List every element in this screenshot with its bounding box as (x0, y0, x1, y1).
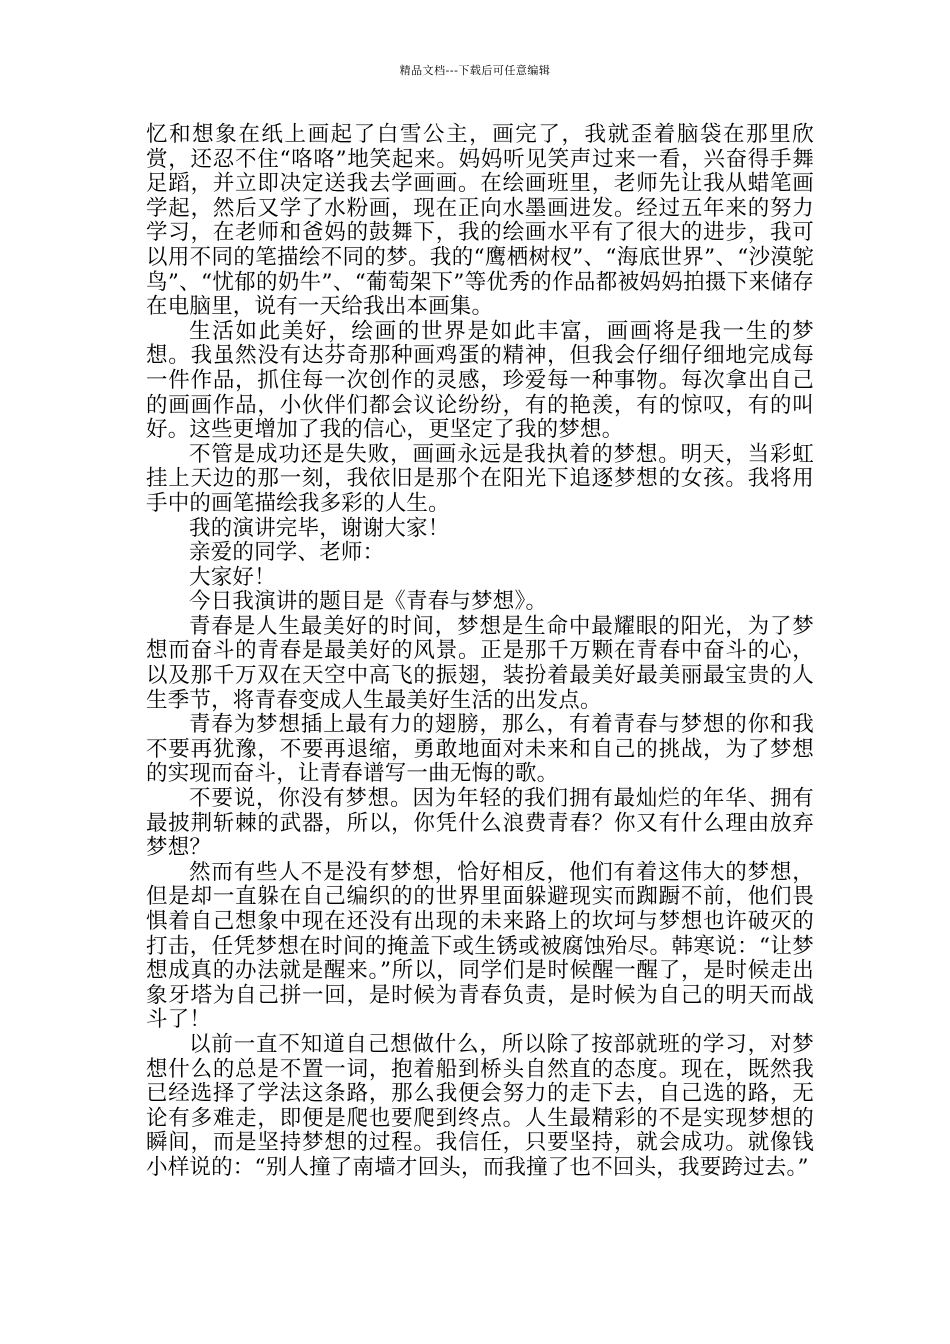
paragraph: 大家好！ (189, 564, 276, 590)
paragraph: 亲爱的同学、老师： (189, 540, 385, 566)
paragraph: 青春为梦想插上最有力的翅膀，那么，有着青春与梦想的你和我不要再犹豫，不要再退缩，勇敢地面对未来和自己的挑战，为了梦想的实现而奋斗，让青春谱写一曲无悔的歌。 (146, 712, 814, 787)
paragraph: 以前一直不知道自己想做什么，所以除了按部就班的学习，对梦想什么的总是不置一词，抱着船到桥头自然直的态度。现在，既然我已经选择了学法这条路，那么我便会努力的走下去，自己选的路，无论有多难走，即便是爬也要爬到终点。人生最精彩的不是实现梦想的瞬间，而是坚持梦想的过程。我信任，只要坚持，就会成功。就像钱小样说的：“别人撞了南墙才回头，而我撞了也不回头，我要跨过去。” (146, 1031, 814, 1180)
document-body (146, 123, 814, 1181)
paragraph: 不管是成功还是失败，画画永远是我执着的梦想。明天，当彩虹挂上天边的那一刻，我依旧是那个在阳光下追逐梦想的女孩。我将用手中的画笔描绘我多彩的人生。 (146, 441, 814, 516)
paragraph: 青春是人生最美好的时间，梦想是生命中最耀眼的阳光，为了梦想而奋斗的青春是最美好的风景。正是那千万颗在青春中奋斗的心，以及那千万双在天空中高飞的振翅，装扮着最美好最美丽最宝贵的人生季节，将青春变成人生最美好生活的出发点。 (146, 613, 814, 713)
paragraph: 然而有些人不是没有梦想，恰好相反，他们有着这伟大的梦想，但是却一直躲在自己编织的的世界里面躲避现实而踟蹰不前，他们畏惧着自己想象中现在还没有出现的未来路上的坎坷与梦想也许破灭的打击，任凭梦想在时间的掩盖下或生锈或被腐蚀殆尽。韩寒说：“让梦想成真的办法就是醒来。”所以，同学们是时候醒一醒了，是时候走出象牙塔为自己拼一回，是时候为青春负责，是时候为自己的明天而战斗了！ (146, 859, 814, 1033)
paragraph: 我的演讲完毕，谢谢大家！ (189, 515, 450, 541)
paragraph: 生活如此美好，绘画的世界是如此丰富，画画将是我一生的梦想。我虽然没有达芬奇那种画鸡蛋的精神，但我会仔细仔细地完成每一件作品，抓住每一次创作的灵感，珍爱每一种事物。每次拿出自己的画画作品，小伙伴们都会议论纷纷，有的艳羡，有的惊叹，有的叫好。这些更增加了我的信心，更坚定了我的梦想。 (146, 318, 814, 443)
paragraph: 今日我演讲的题目是《青春与梦想》。 (189, 589, 548, 615)
page-header: 精品文档---下载后可任意编辑 (399, 64, 551, 77)
paragraph: 不要说，你没有梦想。因为年轻的我们拥有最灿烂的年华、拥有最披荆斩棘的武器，所以，你凭什么浪费青春？你又有什么理由放弃梦想？ (146, 786, 814, 861)
paragraph: 忆和想象在纸上画起了白雪公主，画完了，我就歪着脑袋在那里欣赏，还忍不住“咯咯”地笑起来。妈妈听见笑声过来一看，兴奋得手舞足蹈，并立即决定送我去学画画。在绘画班里，老师先让我从蜡笔画学起，然后又学了水粉画，现在正向水墨画进发。经过五年来的努力学习，在老师和爸妈的鼓舞下，我的绘画水平有了很大的进步，我可以用不同的笔描绘不同的梦。我的“鹰栖树杈”、“海底世界”、“沙漠鸵鸟”、“忧郁的奶牛”、“葡萄架下”等优秀的作品都被妈妈拍摄下来储存在电脑里，说有一天给我出本画集。 (146, 122, 814, 320)
